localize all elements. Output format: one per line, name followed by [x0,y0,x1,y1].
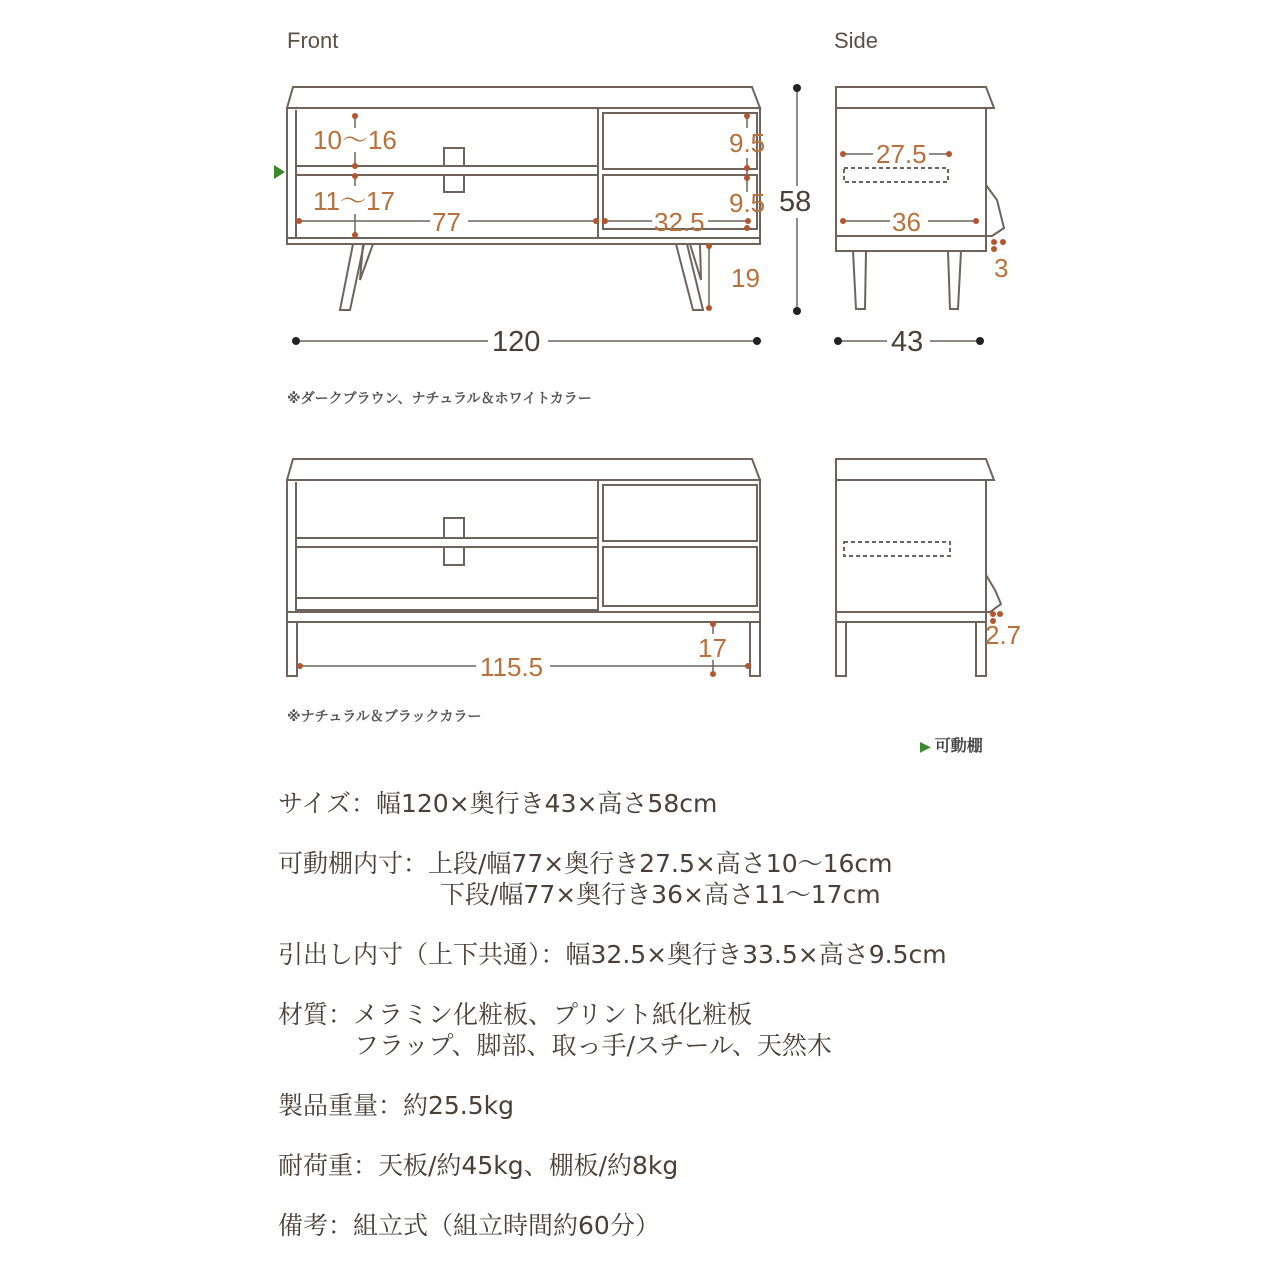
spec-material-line2: フラップ、脚部、取っ手/スチール、天然木 [354,1031,832,1060]
side-view-top [836,87,1004,309]
front-view-title: Front [287,28,339,53]
dimension-dot [744,175,750,181]
dim-upper-drawer-height: 9.5 [729,128,766,158]
side-leg-left-b [836,622,846,676]
leg-right-b [750,622,760,676]
leg-left-b [287,622,297,676]
handle-lower-b [444,547,464,565]
movable-shelf-marker [274,165,285,179]
dimension-dot [352,163,358,169]
dim-upper-shelf-depth: 27.5 [876,139,927,169]
spec-size: サイズ：幅120×奥行き43×高さ58cm [278,789,718,818]
dim-bottom-leg-height: 17 [698,633,727,663]
dimension-dot [753,337,761,345]
side-top-board-b [836,459,994,480]
dimension-dot [292,337,300,345]
side-leg-right [948,251,961,309]
dimension-dot [352,173,358,179]
spec-remarks: 備考：組立式（組立時間約60分） [278,1211,660,1240]
dimension-dot [991,239,997,245]
dimension-dot [1000,239,1006,245]
dimension-dot [706,243,712,249]
handle-upper-b [444,518,464,538]
dim-flap-offset: 3 [994,253,1009,283]
legend-label: 可動棚 [934,736,983,755]
side-view-title: Side [834,28,879,53]
side-flap [986,185,1004,236]
front-view-bottom [287,459,760,676]
spec-shelf-dimensions [278,848,893,910]
note-bottom-colors: ※ナチュラル＆ブラックカラー [287,709,482,725]
side-handle-b [844,542,950,556]
dimension-dot [946,151,952,157]
dim-lower-drawer-height: 9.5 [729,188,766,218]
dimension-dot [710,671,716,677]
dimension-dot [297,663,303,669]
spec-material-line1: 材質：メラミン化粧板、プリント紙化粧板 [278,1000,753,1029]
dim-lower-shelf-height: 11～17 [313,186,395,216]
dim-leg-height: 19 [731,263,760,293]
front-body-b [287,480,760,622]
dim-lower-shelf-depth: 36 [892,207,921,237]
dimension-dot [744,113,750,119]
dimension-dot [976,337,984,345]
dim-total-height: 58 [779,186,812,218]
side-leg-left [853,251,866,309]
side-handle [844,168,948,182]
side-flap-b [986,575,1001,612]
dimension-dot [744,165,750,171]
spec-shelf-upper: 可動棚内寸：上段/幅77×奥行き27.5×高さ10～16cm [278,849,893,878]
dimension-dot [744,225,750,231]
spec-drawer: 引出し内寸（上下共通）：幅32.5×奥行き33.5×高さ9.5cm [278,940,947,969]
dimension-dot [593,218,599,224]
dimension-dot [840,218,846,224]
dimension-dot [745,218,751,224]
dimension-dot [840,151,846,157]
legend-triangle-icon: ▶ [920,739,931,755]
movable-shelf-legend [920,733,983,756]
dim-inner-width: 115.5 [480,652,544,682]
spec-material [278,999,832,1061]
side-top-board [836,87,994,108]
dimension-dot [296,218,302,224]
lower-drawer-b [603,547,757,606]
dimension-dot [352,113,358,119]
dim-shelf-width: 77 [432,207,461,237]
front-top-board-b [287,459,760,480]
leg-left-2 [360,244,373,280]
dimension-dot [834,337,842,345]
spec-shelf-lower: 下段/幅77×奥行き36×高さ11～17cm [440,880,881,909]
dimension-dot [793,307,801,315]
dimension-dot [793,84,801,92]
lower-base-board-b [296,598,598,610]
dim-total-depth: 43 [891,326,924,358]
dimension-dot [706,305,712,311]
handle-upper [444,148,464,166]
dimension-dot [991,246,997,252]
upper-drawer-b [603,485,757,541]
spec-weight: 製品重量：約25.5kg [278,1091,515,1120]
handle-lower [444,175,464,192]
front-top-board [287,87,760,108]
dim-upper-shelf-height: 10～16 [313,125,397,155]
dimension-dot [352,232,358,238]
dim-flap-offset-b: 2.7 [985,620,1022,650]
dimension-dot [973,218,979,224]
dimension-dot [602,218,608,224]
movable-shelf [296,166,598,175]
spec-load: 耐荷重：天板/約45kg、棚板/約8kg [278,1151,679,1180]
note-top-colors: ※ダークブラウン、ナチュラル＆ホワイトカラー [287,391,592,407]
dimension-dot [990,611,996,617]
dim-drawer-width: 32.5 [654,207,705,237]
side-view-bottom [836,459,1001,676]
movable-shelf-b [296,538,598,547]
dim-total-width: 120 [492,326,541,358]
dimension-dot [745,663,751,669]
leg-right [676,244,703,310]
dimension-dot [997,611,1003,617]
side-body-b [836,480,986,622]
dimension-dot [710,621,716,627]
